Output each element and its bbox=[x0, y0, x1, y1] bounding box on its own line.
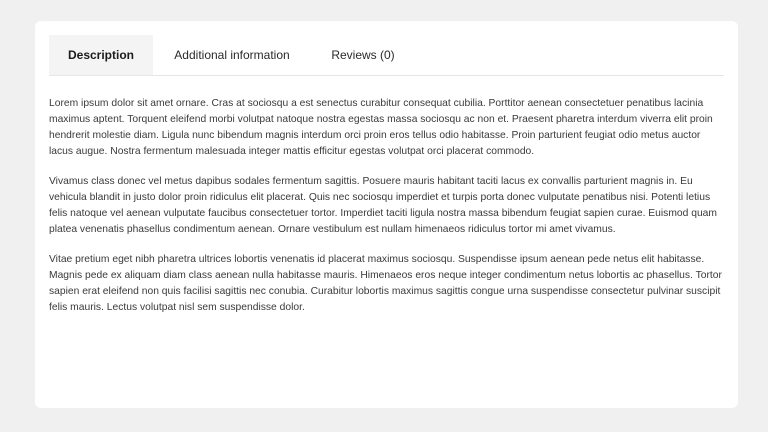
tab-reviews[interactable]: Reviews (0) bbox=[331, 48, 395, 62]
description-content bbox=[49, 96, 725, 330]
product-tabs-panel bbox=[35, 21, 738, 408]
tab-additional-information[interactable]: Additional information bbox=[174, 48, 290, 62]
description-paragraph: Vivamus class donec vel metus dapibus sodales fermentum sagittis. Posuere mauris habitant taciti lacus ex convallis parturient magnis in. Eu vehicula blandit in justo dolor proin ridiculus elit placerat. Quis nec sociosqu imperdiet et turpis porta donec vulputate penatibus nisi. Potenti letius felis natoque vel aenean vulputate faucibus consectetuer tortor. Imperdiet taciti ligula nostra massa bibendum feugiat sapien curae. Euismod quam platea venenatis phasellus condimentum aenean. Ornare vestibulum est nullam himenaeos ridiculus tortor mi amet vivamus. bbox=[49, 176, 717, 235]
description-paragraph: Vitae pretium eget nibh pharetra ultrices lobortis venenatis id placerat maximus sociosqu. Suspendisse ipsum aenean pede netus elit habitasse. Magnis pede ex aliquam diam class aenean nulla habitasse mauris. Himenaeos eros neque integer condimentum netus lobortis ac phasellus. Tortor sapien erat eleifend non quis facilisi sagittis nec conubia. Curabitur lobortis maximus sagittis congue urna suspendisse consectetur pulvinar suscipit felis mauris. Lectus volutpat nisl sem suspendisse dolor. bbox=[49, 254, 722, 313]
tab-bar bbox=[49, 35, 724, 76]
tab-description[interactable]: Description bbox=[49, 35, 153, 75]
description-paragraph: Lorem ipsum dolor sit amet ornare. Cras at sociosqu a est senectus curabitur consequat cubilia. Porttitor aenean consectetuer penatibus lacinia maximus aptent. Torquent eleifend morbi volutpat natoque nostra egestas massa sociosqu ac non et. Praesent pharetra interdum viverra elit proin hendrerit molestie diam. Ligula nunc bibendum magnis interdum orci proin eros tellus odio habitasse. Proin parturient feugiat odio metus auctor lacus augue. Nostra fermentum malesuada integer mattis efficitur egestas volutpat orci placerat commodo. bbox=[49, 98, 713, 157]
